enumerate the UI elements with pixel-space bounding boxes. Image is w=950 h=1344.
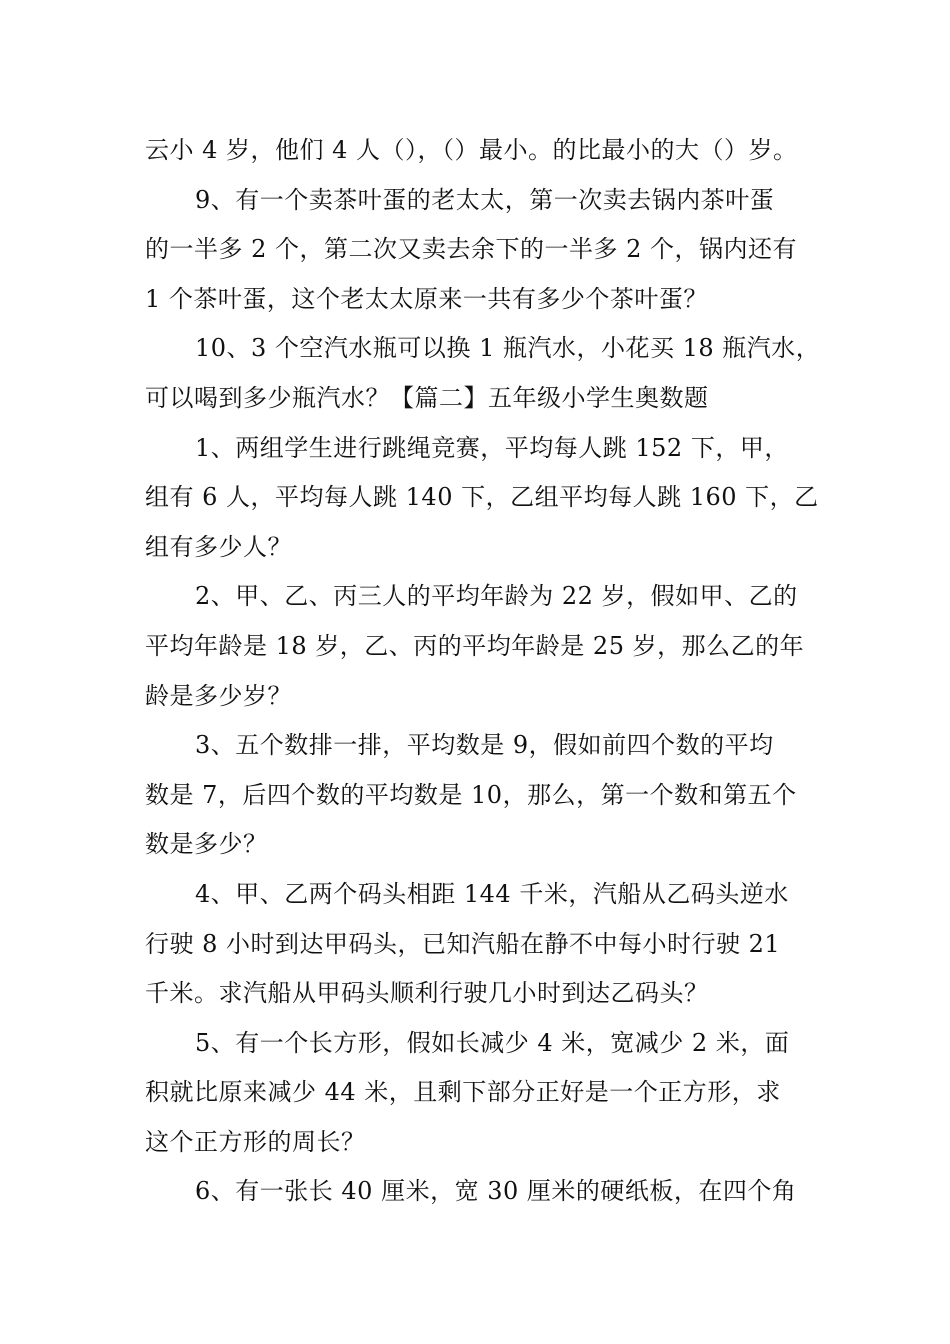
text-line: 龄是多少岁？ [145, 681, 292, 710]
document-body [145, 126, 821, 1217]
text-line: 数是 7，后四个数的平均数是 10，那么，第一个数和第五个 [145, 780, 797, 809]
text-line: 1 个茶叶蛋，这个老太太原来一共有多少个茶叶蛋？ [145, 284, 708, 313]
text-line: 4、甲、乙两个码头相距 144 千米，汽船从乙码头逆水 [195, 879, 789, 908]
text-line: 9、有一个卖茶叶蛋的老太太，第一次卖去锅内茶叶蛋 [195, 185, 775, 214]
text-line: 千米。求汽船从甲码头顺利行驶几小时到达乙码头？ [145, 979, 709, 1008]
text-line: 可以喝到多少瓶汽水？【篇二】五年级小学生奥数题 [145, 383, 709, 412]
text-line: 2、甲、乙、丙三人的平均年龄为 22 岁，假如甲、乙的 [195, 582, 798, 611]
text-line: 这个正方形的周长？ [145, 1127, 366, 1156]
text-line: 10、3 个空汽水瓶可以换 1 瓶汽水，小花买 18 瓶汽水， [195, 334, 821, 363]
text-line: 数是多少？ [145, 830, 268, 859]
text-line: 5、有一个长方形，假如长减少 4 米，宽减少 2 米，面 [195, 1028, 790, 1057]
text-line: 3、五个数排一排，平均数是 9，假如前四个数的平均 [195, 731, 774, 760]
text-line: 组有 6 人，平均每人跳 140 下，乙组平均每人跳 160 下，乙 [145, 483, 819, 512]
text-line: 6、有一张长 40 厘米，宽 30 厘米的硬纸板，在四个角 [195, 1177, 797, 1206]
text-line: 云小 4 岁，他们 4 人（），（）最小。的比最小的大（）岁。 [145, 136, 798, 164]
text-line: 积就比原来减少 44 米，且剩下部分正好是一个正方形，求 [145, 1078, 781, 1107]
text-line: 行驶 8 小时到达甲码头，已知汽船在静不中每小时行驶 21 [145, 929, 781, 958]
text-line: 1、两组学生进行跳绳竞赛，平均每人跳 152 下，甲， [195, 433, 789, 462]
text-line: 组有多少人？ [145, 532, 292, 561]
text-line: 平均年龄是 18 岁，乙、丙的平均年龄是 25 岁，那么乙的年 [145, 631, 805, 660]
text-line: 的一半多 2 个，第二次又卖去余下的一半多 2 个，锅内还有 [145, 235, 798, 264]
